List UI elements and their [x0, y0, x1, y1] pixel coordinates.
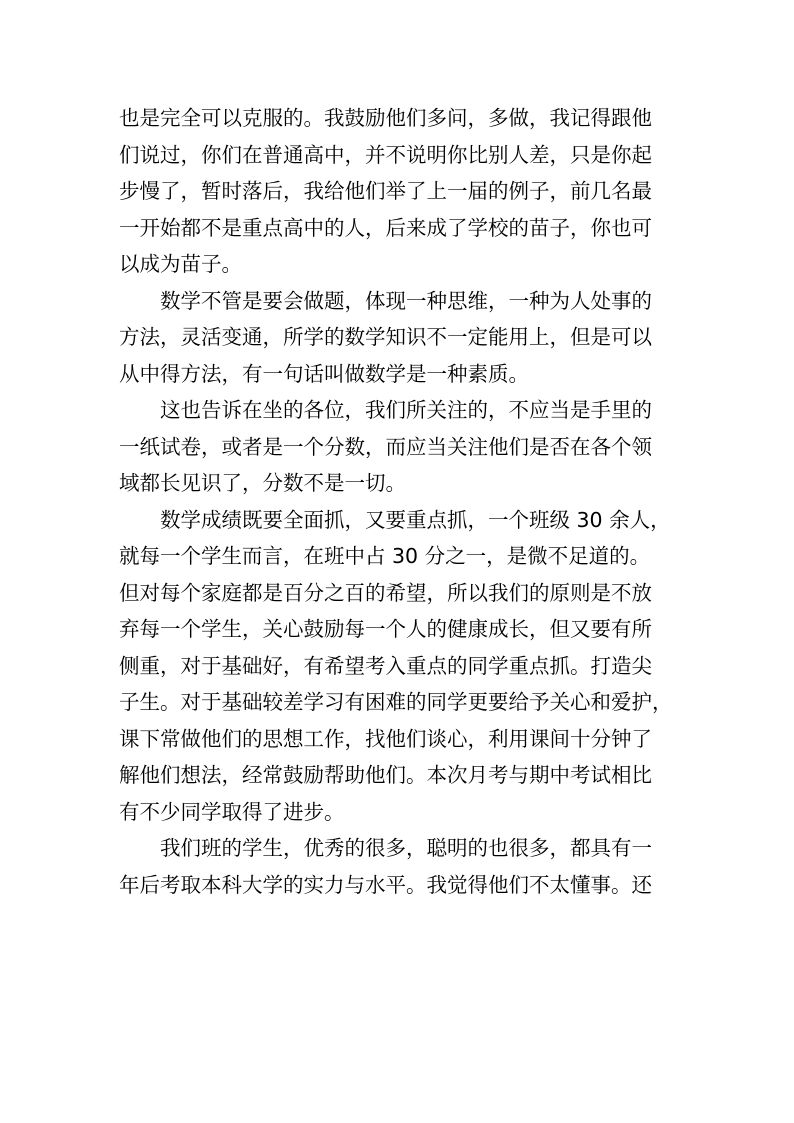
text-line: 步慢了，暂时落后，我给他们举了上一届的例子，前几名最 [119, 179, 652, 203]
text-line: 子生。对于基础较差学习有困难的同学更要给予关心和爱护， [119, 690, 673, 714]
text-line: 就每一个学生而言，在班中占 30 分之一，是微不足道的。 [119, 544, 651, 568]
text-line: 一开始都不是重点高中的人，后来成了学校的苗子，你也可 [119, 215, 652, 240]
paragraph-5 [119, 830, 681, 903]
text-line: 也是完全可以克服的。我鼓励他们多问，多做，我记得跟他 [119, 106, 652, 130]
text-line: 课下常做他们的思想工作，找他们谈心，利用课间十分钟了 [119, 726, 652, 751]
text-line: 解他们想法，经常鼓励帮助他们。本次月考与期中考试相比 [119, 763, 652, 787]
text-line: 以成为苗子。 [119, 252, 242, 276]
text-line: 域都长见识了，分数不是一切。 [119, 471, 406, 495]
document-page [119, 100, 681, 903]
paragraph-2 [119, 283, 681, 393]
text-line: 年后考取本科大学的实力与水平。我觉得他们不太懂事。还 [119, 872, 652, 897]
text-line: 一纸试卷，或者是一个分数，而应当关注他们是否在各个领 [119, 434, 652, 459]
text-line: 弃每一个学生，关心鼓励每一个人的健康成长，但又要有所 [119, 617, 652, 641]
text-line: 们说过，你们在普通高中，并不说明你比别人差，只是你起 [119, 142, 652, 167]
text-line: 方法，灵活变通，所学的数学知识不一定能用上，但是可以 [119, 325, 652, 349]
paragraph-4 [119, 502, 681, 831]
text-line: 数学不管是要会做题，体现一种思维，一种为人处事的 [160, 288, 652, 313]
text-line: 侧重，对于基础好，有希望考入重点的同学重点抓。打造尖 [119, 653, 652, 678]
text-line: 但对每个家庭都是百分之百的希望，所以我们的原则是不放 [119, 580, 652, 605]
paragraph-3 [119, 392, 681, 502]
text-line: 我们班的学生，优秀的很多，聪明的也很多，都具有一 [160, 836, 652, 860]
paragraph-1 [119, 100, 681, 283]
text-line: 这也告诉在坐的各位，我们所关注的，不应当是手里的 [160, 398, 652, 422]
text-line: 从中得方法，有一句话叫做数学是一种素质。 [119, 361, 529, 386]
text-line: 有不少同学取得了进步。 [119, 799, 345, 824]
text-line: 数学成绩既要全面抓，又要重点抓，一个班级 30 余人， [160, 507, 671, 532]
